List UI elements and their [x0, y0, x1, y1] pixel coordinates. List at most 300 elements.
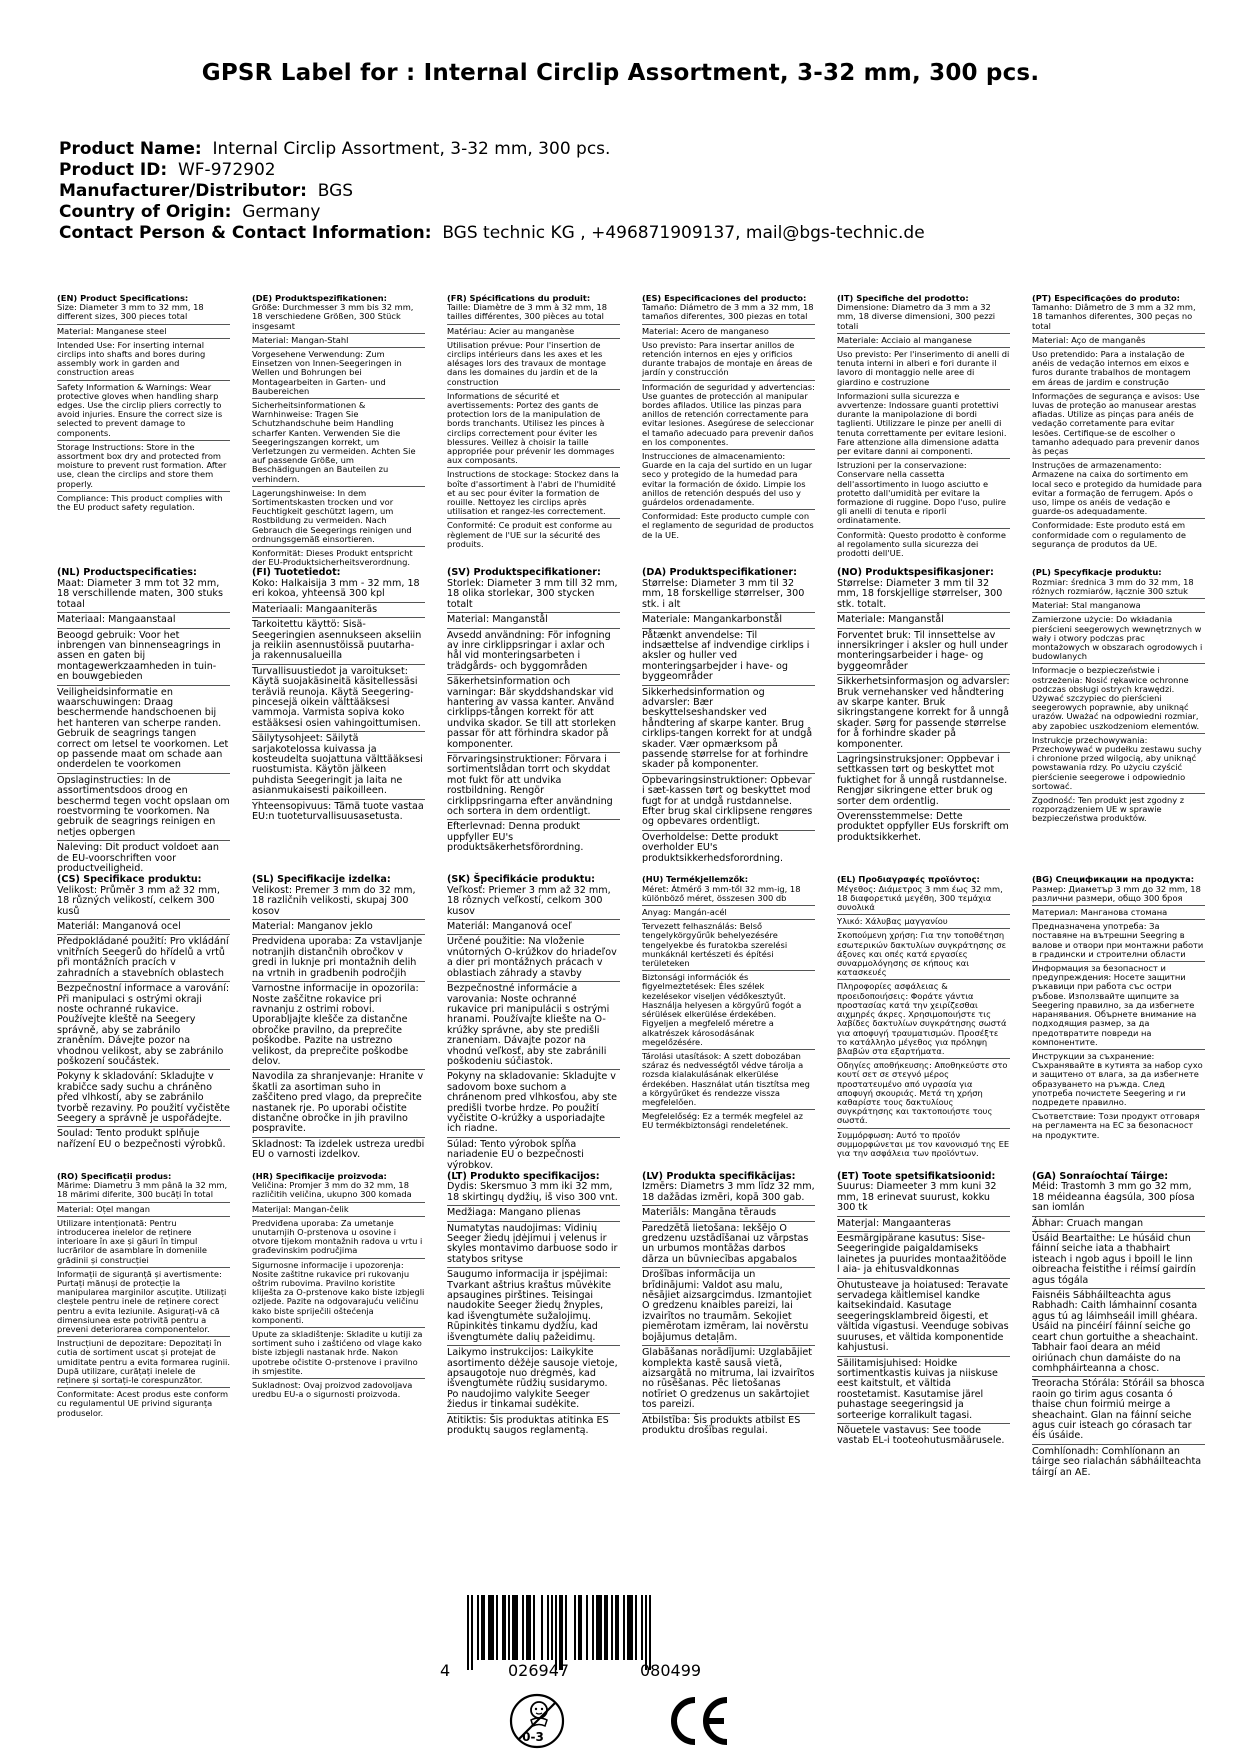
- spec-section: Σκοπούμενη χρήση: Για την τοποθέτηση εσωτερικών δακτυλίων συγκράτησης σε άξονες και οπές κατά εργασίες συναρμολόγησης σε κήπους και κατασκευές: [837, 930, 1007, 978]
- spec-section: Súlad: Tento výrobok spĺňa nariadenie EÚ o bezpečnosti výrobkov.: [447, 1138, 584, 1171]
- product-id-value: WF-972902: [177, 160, 276, 180]
- section-divider: [252, 617, 425, 618]
- spec-section: Material: Manganov jeklo: [252, 921, 373, 933]
- spec-section: Pokyny k skladování: Skladujte v krabičce sady suchu a chráněno před vlhkostí, aby se zabránilo tvorbě rezaviny. Po použití vyčistěte Seegery a správně je uspořádejte.: [57, 1071, 230, 1124]
- section-divider: [837, 1356, 1010, 1357]
- spec-section: Uso previsto: Per l'inserimento di anelli di tenuta interni in alberi e fori durante il lavoro di montaggio nelle aree di giardino e costruzione: [837, 349, 1010, 387]
- barcode-bar: [604, 1595, 608, 1660]
- spec-heading: (BG) Спецификации на продукта:: [1032, 874, 1195, 885]
- spec-section: Anyag: Mangán-acél: [642, 907, 727, 918]
- section-divider: [447, 338, 620, 339]
- spec-section: Koko: Halkaisija 3 mm - 32 mm, 18 eri kokoa, yhteensä 300 kpl: [252, 577, 420, 600]
- section-divider: [642, 324, 815, 325]
- spec-section: Atitiktis: Šis produktas atitinka ES produktų saugos reglamentą.: [447, 1414, 609, 1436]
- spec-section: Materiale: Mangankarbonstål: [642, 614, 782, 626]
- section-divider: [642, 830, 815, 831]
- section-divider: [57, 840, 230, 841]
- spec-section: Materiale: Manganstål: [837, 614, 944, 626]
- section-divider: [447, 752, 620, 753]
- barcode-bar: [578, 1595, 582, 1660]
- section-divider: [57, 1267, 230, 1268]
- spec-section: Méid: Trastomh 3 mm go 32 mm, 18 méideanna éagsúla, 300 píosa san iomlán: [1032, 1181, 1195, 1214]
- section-divider: [642, 1049, 815, 1050]
- barcode-bar: [611, 1595, 613, 1660]
- section-divider: [447, 324, 620, 325]
- section-divider: [642, 970, 815, 971]
- section-divider: [642, 1345, 815, 1346]
- spec-section: Bezpečnostné informácie a varovania: Noste ochranné rukavice pri manipulácii s ostrými hranami. Používajte kliešte na O-krúžky správne, aby ste predišli zraneniam. Dávajte pozor na vhodnú veľkosť, aby ste zabránili poškodeniu súčiastok.: [447, 983, 610, 1067]
- spec-section: Overensstemmelse: Dette produktet oppfyller EUs forskrift om produktsikkerhet.: [837, 811, 1009, 843]
- spec-section: Säilytysohjeet: Säilytä sarjakotelossa kuivassa ja kosteudelta suojattuna välttääksesi ruostumista. Käytön jälkeen puhdista Seegeringit ja laita ne asianmukaisesti paikoilleen.: [252, 733, 423, 797]
- section-divider: [252, 1258, 425, 1259]
- barcode-bar: [574, 1595, 576, 1660]
- spec-section: Instructions de stockage: Stockez dans la boîte d'assortiment à l'abri de l'humidité et au sec pour éviter la formation de rouille. Nettoyez les circlips après utilisation et rangez-les correctement.: [447, 469, 619, 517]
- section-divider: [252, 1137, 425, 1138]
- spec-section: Veličina: Promjer 3 mm do 32 mm, 18 različitih veličina, ukupno 300 komada: [252, 1180, 412, 1200]
- spec-section: Materiaali: Mangaaniteräs: [252, 603, 378, 615]
- spec-heading: (EN) Product Specifications:: [57, 293, 189, 303]
- section-divider: [252, 1327, 425, 1328]
- section-divider: [57, 1216, 230, 1217]
- spec-section: Paredzētā lietošana: Iekšējo O gredzenu uzstādīšanai uz vārpstas un urbumos montāžas darbos dārza un būvniecības apgabalos: [642, 1222, 809, 1265]
- section-divider: [57, 380, 230, 381]
- barcode-bar: [615, 1595, 619, 1660]
- section-divider: [447, 981, 620, 982]
- section-divider: [57, 491, 230, 492]
- section-divider: [837, 1231, 1010, 1232]
- section-divider: [252, 333, 425, 334]
- section-divider: [252, 398, 425, 399]
- barcode-bar: [555, 1595, 557, 1670]
- section-divider: [837, 809, 1010, 810]
- section-divider: [837, 752, 1010, 753]
- spec-section: Instrucciones de almacenamiento: Guarde en la caja del surtido en un lugar seco y protegido de la humedad para evitar la formación de óxido. Limpie los anillos de retención después del uso y guárdelos ordenadamente.: [642, 451, 813, 508]
- spec-block-sl: [252, 875, 425, 1172]
- section-divider: [447, 674, 620, 675]
- section-divider: [252, 602, 425, 603]
- section-divider: [57, 1336, 230, 1337]
- spec-section: Sikkerhedsinformation og advarsler: Bær beskyttelseshandsker ved håndtering af skarpe kanter. Brug cirklips-tangen korrekt for at undgå skader. Vær opmærksom på passende størrelse for at forhindre skader på komponenter.: [642, 686, 813, 771]
- spec-section: Utilisation prévue: Pour l'insertion de circlips intérieurs dans les axes et les alésages lors des travaux de montage dans les domaines du jardin et de la construction: [447, 339, 606, 387]
- section-divider: [1032, 347, 1205, 348]
- manufacturer-value: BGS: [317, 181, 354, 201]
- section-divider: [1032, 598, 1205, 599]
- spec-block-lv: [642, 1172, 815, 1479]
- spec-section: Skladnost: Ta izdelek ustreza uredbi EU o varnosti izdelkov.: [252, 1138, 425, 1161]
- section-divider: [837, 528, 1010, 529]
- spec-section: Avsedd användning: För infogning av inre cirklippsringar i axlar och hål vid monteringsarbeten i trädgårds- och byggområden: [447, 629, 611, 672]
- compliance-icons: [0, 1692, 1241, 1752]
- section-divider: [447, 612, 620, 613]
- section-divider: [447, 518, 620, 519]
- section-divider: [447, 919, 620, 920]
- spec-heading: (ET) Toote spetsifikatsioonid:: [837, 1171, 996, 1183]
- section-divider: [642, 509, 815, 510]
- section-divider: [252, 664, 425, 665]
- barcode-bar: [592, 1595, 594, 1660]
- section-divider: [1032, 1049, 1205, 1050]
- spec-section: Maat: Diameter 3 mm tot 32 mm, 18 verschillende maten, 300 stuks totaal: [57, 577, 223, 610]
- section-divider: [447, 1069, 620, 1070]
- spec-section: Faisnéis Sábháilteachta agus Rabhadh: Caith lámhainní cosanta agus tú ag láimhseáil imill ghéara. Úsáid na pincéirí fáinní seiche go ceart chun gortuithe a sheachaint. Tabhair faoi deara an méid oiriúnach chun damáiste do na comhpháirteanna a chosc.: [1032, 1290, 1199, 1374]
- spec-block-lt: [447, 1172, 620, 1479]
- spec-section: Informații de siguranță și avertismente: Purtați mănuși de protecție la manipularea marginilor ascuțite. Utilizați cleștele pentru inele de reținere corect pentru a evita leziunile. Asigurați-vă că dimensiunea este potrivită pentru a preveni deteriorarea componentelor.: [57, 1268, 227, 1335]
- section-divider: [252, 546, 425, 547]
- spec-section: Tárolási utasítások: A szett dobozában száraz és nedvességtől védve tárolja a rozsda kialakulásának elkerülése érdekében. Használat után tisztítsa meg a körgyűrűket és rendezze vissza megfelelően.: [642, 1050, 810, 1107]
- barcode-bar: [645, 1595, 647, 1670]
- spec-heading: (SL) Specifikacije izdelka:: [252, 874, 391, 886]
- section-divider: [1032, 663, 1205, 664]
- barcode-bar: [496, 1595, 498, 1660]
- section-divider: [252, 919, 425, 920]
- spec-heading: (HR) Specifikacije proizvoda:: [252, 1171, 387, 1182]
- spec-section: Größe: Durchmesser 3 mm bis 32 mm, 18 verschiedene Größen, 300 Stück insgesamt: [252, 302, 414, 331]
- spec-section: Overholdelse: Dette produkt overholder EU's produktsikkerhedsforordning.: [642, 831, 784, 864]
- spec-section: Predvidena uporaba: Za vstavljanje notranjih distančnih obročkov v gredi in luknje pri montažnih delih na vrtnih in gradbenih področjih: [252, 936, 423, 979]
- barcode-bar: [586, 1595, 588, 1660]
- section-divider: [1032, 1231, 1205, 1232]
- section-divider: [837, 1423, 1010, 1424]
- spec-section: Rozmiar: średnica 3 mm do 32 mm, 18 różnych rozmiarów, łącznie 300 sztuk: [1032, 576, 1194, 596]
- spec-section: Atbilstība: Šis produkts atbilst ES produktu drošības regulai.: [642, 1414, 801, 1436]
- spec-heading: (LV) Produkta specifikācijas:: [642, 1171, 796, 1183]
- spec-section: Určené použitie: Na vloženie vnútorných O-krúžkov do hriadeľov a dier pri montážnych prácach v oblastiach záhrady a stavby: [447, 936, 617, 979]
- barcode-bar: [477, 1595, 479, 1660]
- spec-section: Sigurnosne informacije i upozorenja: Nosite zaštitne rukavice pri rukovanju oštrim rubovima. Pravilno koristite kliješta za O-prstenove kako biste izbjegli ozljede. Pazite na odgovarajuću veličinu kako biste spriječili oštećenja komponenti.: [252, 1259, 425, 1325]
- section-divider: [1032, 733, 1205, 734]
- barcode-first-digit: 4: [440, 1661, 451, 1680]
- spec-section: Medžiaga: Mangano plienas: [447, 1207, 581, 1219]
- section-divider: [57, 1387, 230, 1388]
- spec-section: Conformità: Questo prodotto è conforme al regolamento sulla sicurezza dei prodotti dell'UE.: [837, 529, 1006, 559]
- section-divider: [57, 919, 230, 920]
- spec-section: Taille: Diamètre de 3 mm à 32 mm, 18 tailles différentes, 300 pièces au total: [447, 302, 608, 322]
- section-divider: [447, 1345, 620, 1346]
- spec-section: Conformidade: Este produto está em conformidade com o regulamento de segurança de produtos da UE.: [1032, 520, 1187, 549]
- barcode-bar: [641, 1595, 643, 1660]
- section-divider: [447, 1413, 620, 1414]
- barcode-bar: [551, 1595, 553, 1660]
- section-divider: [447, 1137, 620, 1138]
- product-info: [59, 139, 925, 244]
- product-name-label: Product Name:: [59, 139, 202, 159]
- barcode-bar: [502, 1595, 506, 1660]
- barcode-bar: [488, 1595, 494, 1660]
- section-divider: [447, 819, 620, 820]
- spec-heading: (EL) Προδιαγραφές προϊόντος:: [837, 874, 980, 885]
- spec-heading: (NO) Produktspesifikasjoner:: [837, 567, 994, 579]
- page-title: GPSR Label for : Internal Circlip Assortment, 3-32 mm, 300 pcs.: [201, 60, 1040, 86]
- spec-section: Navodila za shranjevanje: Hranite v škatli za asortiman suho in zaščiteno pred vlago, da preprečite nastanek rje. Po uporabi očistite distančne obročke in jih pravilno pospravite.: [252, 1071, 424, 1135]
- spec-section: Съответствие: Този продукт отговаря на регламента на ЕС за безопасност на продуктите.: [1032, 1111, 1200, 1140]
- spec-section: Storage Instructions: Store in the assortment box dry and protected from moisture to prevent rust formation. After use, clean the circlips and store them properly.: [57, 441, 227, 489]
- spec-section: Intended Use: For inserting internal circlips into shafts and bores during assembly work in garden and construction areas: [57, 339, 206, 378]
- spec-section: Οδηγίες αποθήκευσης: Αποθηκεύστε στο κουτί σετ σε στεγνό μέρος προστατευμένο από υγρασία για αποφυγή σκουριάς. Μετά τη χρήση καθαρίστε τους δακτυλίους συγκράτησης και τακτοποιήστε τους σωστά.: [837, 1060, 1008, 1126]
- spec-heading: (DA) Produktspecifikationer:: [642, 567, 797, 579]
- spec-section: Utilizare intenționată: Pentru introducerea inelelor de reținere interioare în axe și găuri în timpul lucrărilor de asamblare în domeniile grădinii și construcției: [57, 1217, 207, 1265]
- spec-block-pt: [1032, 294, 1205, 568]
- section-divider: [837, 914, 1010, 915]
- spec-section: Materiál: Manganová ocel: [57, 921, 181, 933]
- spec-section: Dydis: Skersmuo 3 mm iki 32 mm, 18 skirtingų dydžių, iš viso 300 vnt.: [447, 1181, 618, 1203]
- section-divider: [252, 347, 425, 348]
- contact-row: [59, 223, 925, 244]
- spec-heading: (CS) Specifikace produktu:: [57, 874, 202, 886]
- section-divider: [1032, 1444, 1205, 1445]
- spec-section: Materijal: Mangan-čelik: [252, 1203, 349, 1214]
- spec-block-fr: [447, 294, 620, 568]
- spec-heading: (DE) Produktspezifikationen:: [252, 293, 387, 303]
- section-divider: [642, 628, 815, 629]
- barcode-bar: [508, 1595, 510, 1660]
- spec-section: Laikymo instrukcijos: Laikykite asortimento dėžėje sausoje vietoje, apsaugotoje nuo drėgmės, kad išvengtumėte rūdžių susidarymo. Po naudojimo valykite Seeger žiedus ir tinkamai sudėkite.: [447, 1347, 618, 1411]
- spec-section: Efterlevnad: Denna produkt uppfyller EU's produktsäkerhetsförordning.: [447, 821, 584, 854]
- section-divider: [837, 1216, 1010, 1217]
- spec-section: Informacje o bezpieczeństwie i ostrzeżenia: Nosić rękawice ochronne podczas obsługi ostrych krawędzi. Używać szczypiec do pierścieni seegerowych poprawnie, aby uniknąć urazów. Uważać na odpowiedni rozmiar, aby zapobiec uszkodzeniom elementów.: [1032, 665, 1200, 731]
- section-divider: [1032, 905, 1205, 906]
- section-divider: [1032, 458, 1205, 459]
- section-divider: [447, 1267, 620, 1268]
- section-divider: [252, 799, 425, 800]
- spec-section: Yhteensopivuus: Tämä tuote vastaa EU:n tuoteturvallisuusasetusta.: [252, 800, 424, 823]
- section-divider: [447, 1221, 620, 1222]
- section-divider: [837, 347, 1010, 348]
- spec-section: Información de seguridad y advertencias: Use guantes de protección al manipular bordes afilados. Utilice las pinzas para anillos de retención correctamente para evitar lesiones. Asegúrese de seleccionar el tamaño adecuado para prevenir daños en los componentes.: [642, 381, 815, 447]
- barcode-bar: [623, 1595, 625, 1660]
- spec-section: Velikost: Premer 3 mm do 32 mm, 18 različnih velikosti, skupaj 300 kosov: [252, 884, 416, 917]
- spec-section: Ábhar: Cruach mangan: [1032, 1217, 1144, 1229]
- section-divider: [57, 338, 230, 339]
- barcode-bar: [596, 1595, 602, 1660]
- section-divider: [837, 928, 1010, 929]
- spec-heading: (IT) Specifiche del prodotto:: [837, 293, 969, 303]
- spec-section: Uso previsto: Para insertar anillos de retención internos en ejes y orificios durante trabajos de montaje en áreas de jardín y construcción: [642, 339, 813, 378]
- section-divider: [837, 979, 1010, 980]
- section-divider: [837, 389, 1010, 390]
- spec-section: Opslaginstructies: In de assortimentsdoos droog en beschermd tegen vocht opslaan om roestvorming te voorkomen. Na gebruik de seagrings reinigen en netjes opbergen: [57, 774, 230, 838]
- barcode-bar: [522, 1595, 524, 1660]
- section-divider: [252, 934, 425, 935]
- barcode-bar: [526, 1595, 530, 1660]
- section-divider: [57, 324, 230, 325]
- spec-section: Conformité: Ce produit est conforme au règlement de l'UE sur la sécurité des produits.: [447, 520, 613, 549]
- spec-section: Turvallisuustiedot ja varoitukset: Käytä suojakäsineitä käsitellessäsi teräviä reunoja. Käytä Seegering-pincesejä oikein välttääksesi vammoja. Varmista sopiva koko estääksesi osien vahingoittumisen.: [252, 665, 421, 729]
- section-divider: [252, 981, 425, 982]
- spec-section: Materiál: Manganová oceľ: [447, 921, 572, 933]
- spec-section: Predviđena uporaba: Za umetanje unutarnjih O-prstenova u osovine i otvore tijekom montažnih radova u vrtu i građevinskim područjima: [252, 1217, 423, 1256]
- spec-section: Material: Mangan-Stahl: [252, 334, 349, 345]
- spec-block-cs: [57, 875, 230, 1172]
- barcode-bar: [471, 1595, 473, 1670]
- spec-section: Informazioni sulla sicurezza e avvertenze: Indossare guanti protettivi durante la manipolazione di bordi taglienti. Utilizzare le pinze per anelli di tenuta correttamente per evitare lesioni. Fare attenzione alla dimensione adatta per evitare danni ai componenti.: [837, 390, 1007, 457]
- section-divider: [642, 1221, 815, 1222]
- spec-section: Предназначена употреба: За поставяне на вътрешни Seegring в валове и отвори при монтажни работи в градински и строителни области: [1032, 921, 1204, 959]
- spec-block-nl: [57, 568, 230, 875]
- spec-block-sv: [447, 568, 620, 875]
- spec-section: Numatytas naudojimas: Vidinių Seeger žiedų įdėjimui į velenus ir skyles montavimo darbuose sodo ir statybos srityse: [447, 1222, 618, 1265]
- spec-section: Izmērs: Diametrs 3 mm līdz 32 mm, 18 dažādas izmēri, kopā 300 gab.: [642, 1181, 815, 1203]
- barcode-bar: [481, 1595, 485, 1660]
- spec-section: Størrelse: Diameter 3 mm til 32 mm, 18 forskjellige størrelser, 300 stk. totalt.: [837, 577, 1003, 610]
- spec-section: Materiale: Acciaio al manganese: [837, 334, 972, 345]
- spec-section: Istruzioni per la conservazione: Conservare nella cassetta dell'assortimento in luogo asciutto e protetto dall'umidità per evitare la formazione di ruggine. Dopo l'uso, pulire gli anelli di tenuta e riporli ordinatamente.: [837, 460, 1006, 526]
- section-divider: [252, 731, 425, 732]
- section-divider: [252, 1202, 425, 1203]
- spec-heading: (HU) Termékjellemzők:: [642, 874, 749, 885]
- spec-section: Συμμόρφωση: Αυτό το προϊόν συμμορφώνεται με τον κανονισμό της ΕΕ για την ασφάλεια των προϊόντων.: [837, 1129, 1010, 1158]
- spec-heading: (SV) Produktspecifikationer:: [447, 567, 601, 579]
- spec-block-sk: [447, 875, 620, 1172]
- spec-section: Tamaño: Diámetro de 3 mm a 32 mm, 18 tamaños diferentes, 300 piezas en total: [642, 302, 814, 322]
- spec-section: Instruções de armazenamento: Armazene na caixa do sortimento em local seco e protegido da humidade para evitar a formação de ferrugem. Após o uso, limpe os anéis de vedação e guarde-os adequadamente.: [1032, 460, 1202, 517]
- spec-section: Säkerhetsinformation och varningar: Bär skyddshandskar vid hantering av vassa kanter. Använd cirklipps-tången korrekt för att undvika skador. Se till att storleken passar för att förhindra skador på komponenter.: [447, 676, 616, 750]
- section-divider: [837, 628, 1010, 629]
- spec-section: Conformitate: Acest produs este conform cu regulamentul UE privind siguranța produselor.: [57, 1389, 229, 1418]
- spec-section: Upute za skladištenje: Skladite u kutiji za sortiment suho i zaštićeno od vlage kako biste izbjegli nastanak hrđe. Nakon upotrebe očistite O-prstenove i pravilno ih smjestite.: [252, 1329, 423, 1376]
- spec-heading: (GA) Sonraíochtaí Táirge:: [1032, 1171, 1169, 1183]
- contact-label: Contact Person & Contact Information:: [59, 223, 432, 243]
- spec-section: Påtænkt anvendelse: Til indsættelse af indvendige cirklips i aksler og huller ved monteringsarbejder i have- og byggeområder: [642, 629, 810, 683]
- spec-section: Úsáid Beartaithe: Le húsáid chun fáinní seiche iata a thabhairt isteach i ngob agus i bpoill le linn oibreacha feistithe i réimsí gairdín agus tógála: [1032, 1233, 1196, 1286]
- spec-section: Zamierzone użycie: Do wkładania pierścieni seegerowych wewnętrznych w wały i otwory podczas prac montażowych w obszarach ogrodowych i budowlanych: [1032, 614, 1203, 662]
- barcode-bar: [565, 1595, 567, 1660]
- section-divider: [57, 981, 230, 982]
- spec-heading: (RO) Specificații produs:: [57, 1171, 172, 1182]
- section-divider: [1032, 919, 1205, 920]
- section-divider: [57, 685, 230, 686]
- barcode-bar: [559, 1595, 563, 1670]
- spec-block-hu: [642, 875, 815, 1172]
- section-divider: [642, 338, 815, 339]
- spec-block-el: [837, 875, 1010, 1172]
- spec-block-ga: [1032, 1172, 1205, 1479]
- product-id-label: Product ID:: [59, 160, 168, 180]
- country-label: Country of Origin:: [59, 202, 232, 222]
- spec-section: Informations de sécurité et avertissements: Portez des gants de protection lors de la manipulation de bords tranchants. Utilisez les pinces à circlips correctement pour éviter les blessures. Veillez à choisir la taille appropriée pour prévenir les dommages aux composants.: [447, 390, 615, 466]
- section-divider: [642, 905, 815, 906]
- section-divider: [642, 449, 815, 450]
- spec-section: Forventet bruk: Til innsettelse av innersikringer i aksler og hull under monteringsarbeider i hage- og byggeområder: [837, 629, 1008, 672]
- spec-section: Tervezett felhasználás: Belső tengelykörgyűrűk behelyezésére tengelyekbe és furatokba szerelési munkáknál kertészeti és építési területeken: [642, 921, 788, 969]
- spec-heading: (ES) Especificaciones del producto:: [642, 293, 807, 303]
- country-value: Germany: [242, 202, 321, 222]
- spec-block-ro: [57, 1172, 230, 1479]
- section-divider: [837, 1128, 1010, 1129]
- spec-section: Materiaal: Mangaanstaal: [57, 614, 176, 626]
- country-row: [59, 202, 925, 223]
- section-divider: [252, 1069, 425, 1070]
- section-divider: [1032, 961, 1205, 962]
- spec-block-en: [57, 294, 230, 568]
- spec-section: Material: Aço de manganês: [1032, 334, 1146, 345]
- section-divider: [57, 440, 230, 441]
- spec-heading: (PL) Specyfikacje produktu:: [1032, 567, 1162, 578]
- spec-block-hr: [252, 1172, 425, 1479]
- spec-section: Инструкции за съхранение: Съхранявайте в кутията за набор сухо и защитено от влага, за да избегнете образуването на ръжда. След употреба почистете Seegering и ги подредете правилно.: [1032, 1050, 1203, 1107]
- spec-section: Veiligheidsinformatie en waarschuwingen: Draag beschermende handschoenen bij het hanteren van scherpe randen. Gebruik de seagrings tangen correct om letsel te voorkomen. Let op passende maat om schade aan onderdelen te voorkomen: [57, 686, 229, 771]
- spec-section: Naleving: Dit product voldoet aan de EU-voorschriften voor productveiligheid.: [57, 842, 219, 875]
- barcode-bar: [627, 1595, 633, 1660]
- spec-section: Bezpečnostní informace a varování: Při manipulaci s ostrými okraji noste ochranné rukavice. Používejte kleště na Seegery správně, aby se zabránilo zraněním. Dávejte pozor na vhodnou velikost, aby se zabránilo poškození součástek.: [57, 983, 230, 1067]
- ce-mark-icon: [668, 1696, 730, 1746]
- manufacturer-row: [59, 181, 925, 202]
- spec-section: Suurus: Diameeter 3 mm kuni 32 mm, 18 erinevat suurust, kokku 300 tk: [837, 1181, 997, 1214]
- spec-section: Megfelelőség: Ez a termék megfelel az EU termékbiztonsági rendeletének.: [642, 1111, 803, 1131]
- section-divider: [1032, 333, 1205, 334]
- spec-section: Material: Oțel mangan: [57, 1203, 151, 1214]
- section-divider: [252, 1378, 425, 1379]
- barcode-bar: [512, 1595, 518, 1660]
- spec-section: Veľkosť: Priemer 3 mm až 32 mm, 18 rôznych veľkostí, celkom 300 kusov: [447, 884, 611, 917]
- section-divider: [642, 380, 815, 381]
- ean-barcode: [440, 1595, 760, 1685]
- spec-section: Mărime: Diametru 3 mm până la 32 mm, 18 mărimi diferite, 300 bucăți în total: [57, 1180, 228, 1200]
- spec-section: Tarkoitettu käyttö: Sisä-Seegeringien asennukseen akseliin ja reikiin asennustöissä puutarha- ja rakennusalueilla: [252, 619, 422, 662]
- spec-section: Material: Acero de manganeso: [642, 325, 769, 336]
- spec-section: Vorgesehene Verwendung: Zum Einsetzen von Innen-Seegeringen in Wellen und Bohrungen bei Montagearbeiten in Garten- und Baubereichen: [252, 349, 402, 396]
- section-divider: [1032, 1216, 1205, 1217]
- spec-block-it: [837, 294, 1010, 568]
- spec-section: Lagringsinstruksjoner: Oppbevar i settkassen tørt og beskyttet mot fuktighet for å unngå rustdannelse. Rengjør sikringene etter bruk og sorter dem ordentlig.: [837, 753, 1008, 807]
- spec-section: Materiał: Stal manganowa: [1032, 600, 1141, 611]
- spec-section: Varnostne informacije in opozorila: Noste zaščitne rokavice pri ravnanju z ostrimi robovi. Uporabljajte klešče za distančne obročke pravilno, da preprečite poškodbe. Pazite na ustrezno velikost, da preprečite poškodbe delov.: [252, 983, 419, 1067]
- language-specifications-grid: [57, 294, 1205, 1539]
- section-divider: [1032, 612, 1205, 613]
- spec-section: Размер: Диаметър 3 mm до 32 mm, 18 различни размери, общо 300 броя: [1032, 883, 1201, 903]
- spec-heading: (SK) Špecifikácie produktu:: [447, 874, 596, 886]
- spec-section: Uso pretendido: Para a instalação de anéis de vedação internos em eixos e furos durante trabalhos de montagem em áreas de jardim e construção: [1032, 349, 1191, 387]
- spec-section: Nõuetele vastavus: See toode vastab EL-i tooteohutusmäärusele.: [837, 1424, 1005, 1447]
- spec-section: Dimensione: Diametro da 3 mm a 32 mm, 18 diverse dimensioni, 300 pezzi totali: [837, 302, 996, 331]
- spec-section: Compliance: This product complies with the EU product safety regulation.: [57, 492, 223, 513]
- section-divider: [642, 612, 815, 613]
- spec-section: Eesmärgipärane kasutus: Sise-Seegeringide paigaldamiseks lainetes ja puurides montaažitööde l aia- ja ehitusvaldkonnas: [837, 1233, 1007, 1276]
- age-label: 0-3: [522, 1730, 544, 1744]
- section-divider: [1032, 389, 1205, 390]
- contact-value: BGS technic KG , +496871909137, mail@bgs-technic.de: [442, 223, 925, 243]
- spec-heading: (FR) Spécifications du produit:: [447, 293, 591, 303]
- section-divider: [1032, 518, 1205, 519]
- spec-heading: (FI) Tuotetiedot:: [252, 567, 341, 579]
- spec-section: Tamanho: Diâmetro de 3 mm a 32 mm, 18 tamanhos diferentes, 300 peças no total: [1032, 302, 1196, 331]
- barcode-bar: [635, 1595, 637, 1660]
- barcode-bar: [533, 1595, 535, 1660]
- section-divider: [837, 674, 1010, 675]
- section-divider: [642, 773, 815, 774]
- section-divider: [447, 628, 620, 629]
- section-divider: [57, 1202, 230, 1203]
- spec-section: Treoracha Stórála: Stóráil sa bhosca raoin go tirim agus cosanta ó thaise chun foirmiú meirge a sheachaint. Glan na fáinní seiche agus cuir isteach go córasach tar éis úsáide.: [1032, 1378, 1205, 1442]
- spec-section: Instrucțiuni de depozitare: Depozitați în cutia de sortiment uscat și protejat de umiditate pentru a evita formarea ruginii. După utilizare, curățați inelele de reținere și sortați-le corespunzător.: [57, 1338, 230, 1386]
- spec-section: Saugumo informacija ir įspėjimai: Tvarkant aštrius kraštus mūvėkite apsaugines pirštines. Teisingai naudokite Seeger žiedų žnyples, kad išvengtumėte sužalojimų. Rūpinkitės tinkamu dydžiu, kad išvengtumėte dalių pažeidimų.: [447, 1269, 612, 1343]
- spec-block-da: [642, 568, 815, 875]
- spec-section: Matériau: Acier au manganèse: [447, 325, 575, 336]
- spec-section: Instrukcje przechowywania: Przechowywać w pudełku zestawu suchy i chronione przed wilgocią, aby uniknąć powstawania rdzy. Po użyciu czyścić pierścienie seegerowe i odpowiednio sortować.: [1032, 734, 1202, 791]
- spec-heading: (PT) Especificações do produto:: [1032, 293, 1180, 303]
- spec-section: Ohutusteave ja hoiatused: Teravate servadega käitlemisel kandke kaitsekindaid. Kasutage seegeringsklambreid õigesti, et vältida vigastusi. Veenduge sobivas suuruses, et vältida komponentide kahjustusi.: [837, 1279, 1009, 1354]
- barcode-bar: [467, 1595, 469, 1670]
- spec-block-pl: [1032, 568, 1205, 875]
- spec-section: Soulad: Tento produkt splňuje nařízení EU o bezpečnosti výrobků.: [57, 1128, 226, 1150]
- manufacturer-label: Manufacturer/Distributor:: [59, 181, 307, 201]
- section-divider: [642, 919, 815, 920]
- product-id-row: [59, 160, 925, 181]
- spec-section: Materiāls: Mangāna tērauds: [642, 1207, 777, 1219]
- section-divider: [837, 612, 1010, 613]
- section-divider: [642, 685, 815, 686]
- spec-section: Material: Manganese steel: [57, 325, 167, 336]
- spec-section: Drošības informācija un brīdinājumi: Valdot asu malu, nēsājiet aizsargcimdus. Izmantojiet O gredzenu knaibles pareizi, lai izvairītos no traumām. Sekojiet piemērotam izmēram, lai novērstu bojājumus detaļām.: [642, 1269, 812, 1343]
